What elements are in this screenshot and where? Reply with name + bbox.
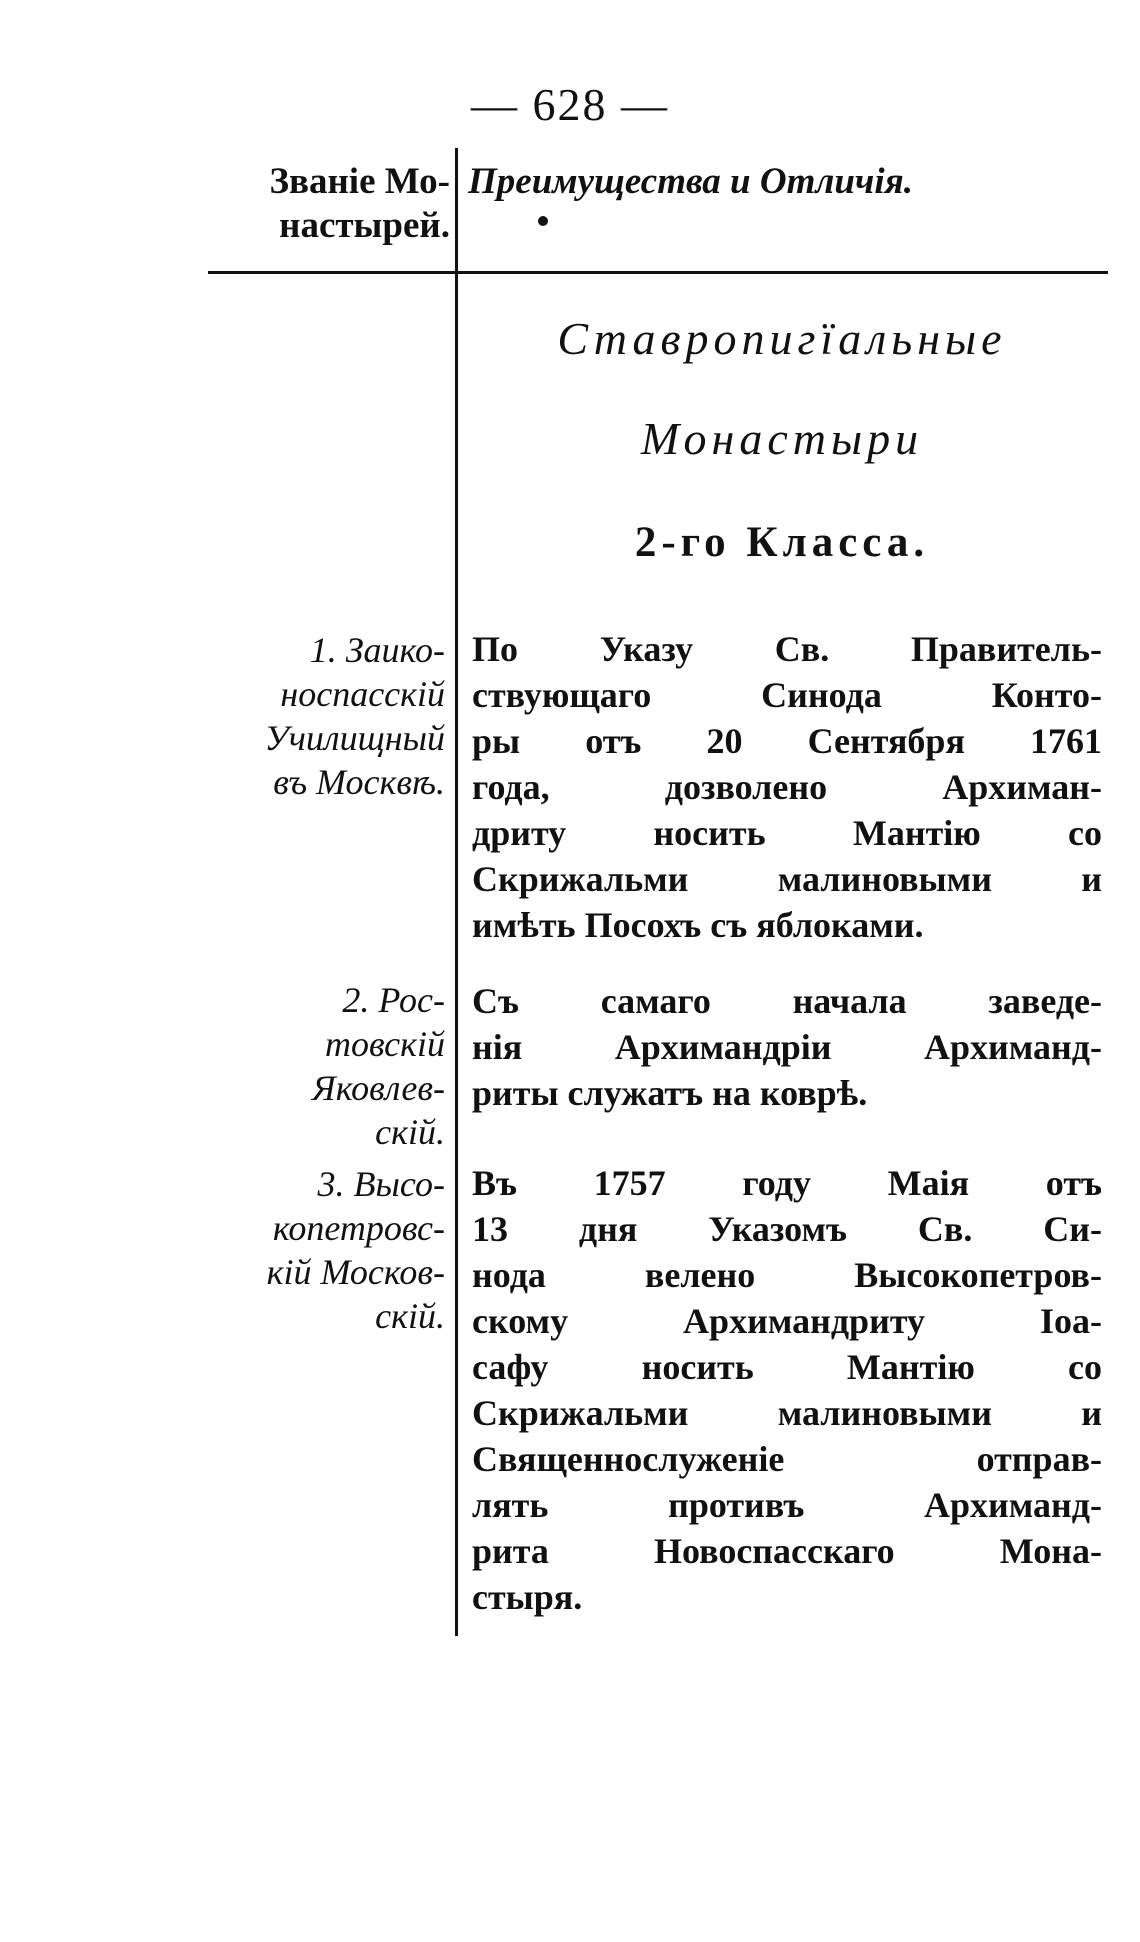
text-line: 13 дня Указомъ Св. Си- [472, 1209, 1102, 1249]
text-line: ствующаго Синода Конто- [472, 675, 1102, 715]
text-line: нія Архимандріи Архиманд- [472, 1027, 1102, 1067]
text-line: Скрижальми малиновыми и [472, 1393, 1102, 1433]
text-line: рита Новоспасскаго Мона- [472, 1531, 1102, 1571]
name-line: Училищный [264, 718, 445, 758]
column-header-title [210, 160, 450, 248]
name-line: скій. [375, 1112, 445, 1152]
text-line: ры отъ 20 Сентября 1761 [472, 721, 1102, 761]
text-line: Скрижальми малиновыми и [472, 859, 1102, 899]
text-line: года, дозволено Архиман- [472, 767, 1102, 807]
name-line: скій. [375, 1296, 445, 1336]
text-line: риты служатъ на коврѣ. [472, 1073, 868, 1113]
column-header-title-line: настырей. [279, 205, 450, 246]
text-line: Съ самаго начала заведе- [472, 981, 1102, 1021]
monastery-name-1 [150, 628, 445, 804]
name-line: 2. Рос- [342, 980, 445, 1020]
text-line: Священнослуженіе отправ- [472, 1439, 1102, 1479]
text-line: имѣть Посохъ съ яблоками. [472, 905, 924, 945]
name-line: копетровс- [272, 1208, 445, 1248]
text-line: Въ 1757 году Маія отъ [472, 1163, 1102, 1203]
name-line: Яковлев- [312, 1068, 445, 1108]
monastery-name-2 [150, 978, 445, 1154]
ink-dot [538, 216, 548, 226]
column-header-privileges [468, 160, 1108, 226]
text-line: По Указу Св. Правитель- [472, 629, 1102, 669]
vertical-column-rule [455, 148, 458, 1636]
section-title-line2: Монастыри [640, 413, 924, 464]
column-header-privileges-text: Преимущества и Отличія. [468, 161, 913, 202]
text-line: стыря. [472, 1577, 583, 1617]
name-line: носпасскій [280, 674, 445, 714]
name-line: 3. Высо- [317, 1164, 445, 1204]
section-title-line1: Ставропигїальные [557, 313, 1007, 364]
text-line: нода велено Высокопетров- [472, 1255, 1102, 1295]
text-line: сафу носить Мантію со [472, 1347, 1102, 1387]
name-line: 1. Заико- [309, 630, 445, 670]
privilege-text-2 [472, 978, 1102, 1116]
section-class-label: 2-го Класса. [634, 519, 930, 566]
text-line: скому Архимандриту Іоа- [472, 1301, 1102, 1341]
text-line: дриту носить Мантію со [472, 813, 1102, 853]
name-line: товскій [325, 1024, 445, 1064]
privilege-text-1 [472, 626, 1102, 948]
name-line: кій Москов- [266, 1252, 445, 1292]
privilege-text-3 [472, 1160, 1102, 1620]
text-line: лять противъ Архиманд- [472, 1485, 1102, 1525]
horizontal-header-rule [208, 271, 1108, 274]
column-header-title-line: Званіе Мо- [269, 161, 450, 202]
monastery-name-3 [150, 1162, 445, 1338]
name-line: въ Москвѣ. [273, 762, 445, 802]
page-number: — 628 — [471, 79, 669, 130]
